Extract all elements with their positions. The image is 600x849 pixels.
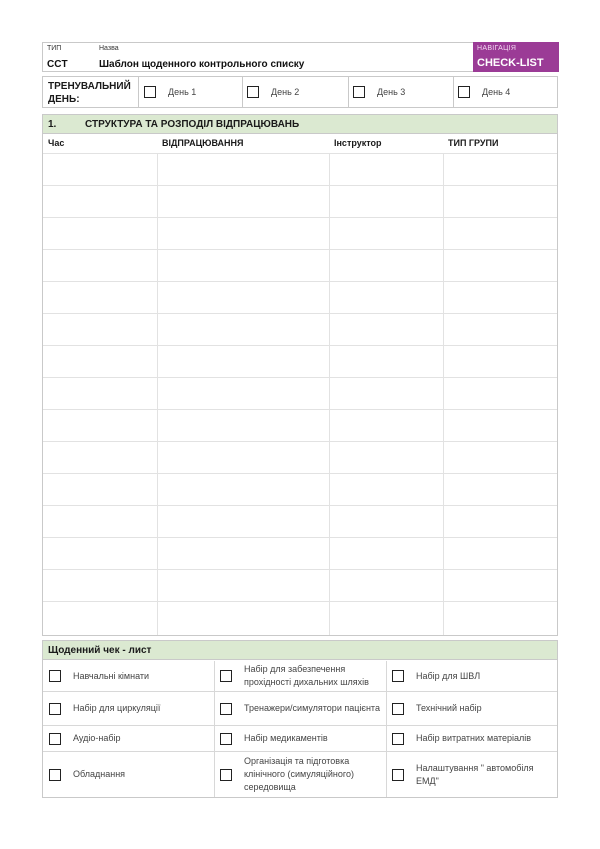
day-3-option[interactable] — [353, 77, 405, 107]
check-item-label: Набір медикаментів — [244, 733, 328, 743]
column-instructor: Інструктор — [334, 138, 382, 148]
day-2-option[interactable] — [247, 77, 299, 107]
checkbox[interactable] — [220, 670, 232, 682]
column-exercise: ВІДПРАЦЮВАННЯ — [162, 138, 244, 148]
daily-checklist-section — [42, 640, 558, 798]
section-number: 1. — [48, 119, 57, 130]
checkbox[interactable] — [49, 733, 61, 745]
check-item-label: Технічний набір — [416, 703, 482, 713]
check-item-ems-vehicle-setup[interactable] — [392, 752, 554, 797]
day-1-label: День 1 — [168, 87, 197, 97]
day-4-checkbox[interactable] — [458, 86, 470, 98]
check-item-patient-simulators[interactable] — [220, 692, 382, 725]
check-item-label: Аудіо-набір — [73, 733, 121, 743]
checkbox[interactable] — [220, 733, 232, 745]
type-value: CCT — [47, 59, 68, 70]
check-item-circulation-kit[interactable] — [49, 692, 209, 725]
daily-checklist-header — [43, 641, 557, 660]
check-item-label: Навчальні кімнати — [73, 670, 150, 681]
type-label: ТИП — [47, 45, 62, 52]
check-item-label: Набір для забезпечення прохідності дихальних шляхів — [244, 664, 369, 687]
training-day-label: ТРЕНУВАЛЬНИЙ ДЕНЬ: — [48, 81, 131, 105]
checkbox[interactable] — [392, 703, 404, 715]
check-item-consumables-kit[interactable] — [392, 726, 554, 751]
day-4-option[interactable] — [458, 77, 510, 107]
check-item-label: Тренажери/симулятори пацієнта — [244, 703, 380, 713]
check-item-clinical-environment[interactable] — [220, 752, 382, 797]
column-time: Час — [48, 138, 65, 148]
checkbox[interactable] — [49, 670, 61, 682]
section-title: СТРУКТУРА ТА РОЗПОДІЛ ВІДПРАЦЮВАНЬ — [85, 119, 300, 130]
name-label: Назва — [99, 45, 119, 52]
day-1-option[interactable] — [144, 77, 196, 107]
day-3-checkbox[interactable] — [353, 86, 365, 98]
check-item-airway-kit[interactable] — [220, 661, 382, 691]
day-2-label: День 2 — [271, 87, 300, 97]
checkbox[interactable] — [49, 703, 61, 715]
checkbox[interactable] — [392, 769, 404, 781]
schedule-section-header — [43, 115, 557, 134]
column-group-type: ТИП ГРУПИ — [448, 138, 499, 148]
day-1-checkbox[interactable] — [144, 86, 156, 98]
document-header — [42, 42, 558, 72]
document-title: Шаблон щоденного контрольного списку — [99, 59, 305, 70]
checkbox[interactable] — [392, 733, 404, 745]
check-item-label: Налаштування " автомобіля ЕМД" — [416, 762, 534, 786]
checkbox[interactable] — [392, 670, 404, 682]
training-day-row — [42, 76, 558, 108]
check-item-label: Організація та підготовка клінічного (симуляційного) середовища — [244, 756, 354, 792]
check-item-label: Набір витратних матеріалів — [416, 733, 532, 743]
schedule-grid[interactable] — [43, 153, 557, 635]
check-item-training-rooms[interactable] — [49, 661, 209, 691]
check-item-label: Набір для циркуляції — [73, 703, 161, 713]
check-item-technical-kit[interactable] — [392, 692, 554, 725]
schedule-section — [42, 114, 558, 636]
day-4-label: День 4 — [482, 87, 511, 97]
checkbox[interactable] — [220, 769, 232, 781]
daily-checklist-title: Щоденний чек - лист — [48, 645, 152, 656]
check-item-medication-kit[interactable] — [220, 726, 382, 751]
day-2-checkbox[interactable] — [247, 86, 259, 98]
check-item-equipment[interactable] — [49, 752, 209, 797]
navigation-label: НАВІГАЦІЯ — [477, 45, 517, 52]
navigation-badge — [473, 42, 559, 72]
check-item-label: Набір для ШВЛ — [416, 670, 481, 681]
navigation-value: CHECK-LIST — [477, 57, 544, 69]
checkbox[interactable] — [220, 703, 232, 715]
check-item-label: Обладнання — [73, 769, 126, 779]
check-item-audio-kit[interactable] — [49, 726, 209, 751]
checkbox[interactable] — [49, 769, 61, 781]
check-item-ventilation-kit[interactable] — [392, 661, 554, 691]
day-3-label: День 3 — [377, 87, 406, 97]
